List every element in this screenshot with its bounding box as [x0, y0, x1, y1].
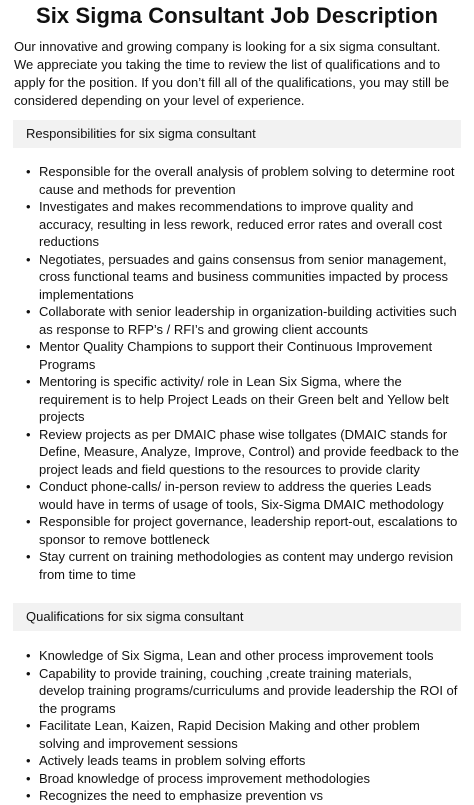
- list-item-text: Knowledge of Six Sigma, Lean and other process improvement tools: [39, 648, 434, 663]
- bullet-icon: •: [26, 426, 31, 442]
- bullet-icon: •: [26, 199, 31, 214]
- list-item-text: Responsible for project governance, leadership report-out, escalations to sponsor to remove bottleneck: [39, 514, 458, 547]
- bullet-icon: •: [26, 339, 31, 354]
- page-title: Six Sigma Consultant Job Description: [35, 3, 439, 28]
- list-item-text: Stay current on training methodologies as content may undergo revision from time to time: [39, 549, 454, 582]
- bullet-icon: •: [26, 374, 31, 389]
- list-item: [14, 373, 460, 426]
- list-item: [14, 665, 460, 718]
- bullet-icon: •: [26, 479, 31, 494]
- list-item-text: Mentor Quality Champions to support their Continuous Improvement Programs: [39, 339, 433, 372]
- qualifications-list: [14, 647, 460, 805]
- list-item: [14, 338, 460, 373]
- bullet-icon: •: [26, 648, 31, 663]
- list-item: [14, 163, 460, 198]
- bullet-icon: •: [26, 251, 31, 267]
- list-item-text: Responsible for the overall analysis of problem solving to determine root cause and methods for prevention: [39, 164, 455, 197]
- list-item: [14, 770, 460, 788]
- list-item-text: Broad knowledge of process improvement methodologies: [39, 770, 370, 786]
- bullet-icon: •: [26, 514, 31, 529]
- bullet-icon: •: [26, 304, 31, 319]
- list-item: [14, 548, 460, 583]
- list-item-text: Actively leads teams in problem solving efforts: [39, 753, 306, 768]
- list-item-text: Collaborate with senior leadership in organization-building activities such as response to RFP’s / RFI’s and growing client accounts: [39, 304, 457, 337]
- bullet-icon: •: [26, 753, 31, 768]
- list-item: [14, 752, 460, 770]
- section-spacer: [14, 583, 460, 593]
- list-item: [14, 647, 460, 665]
- bullet-icon: •: [26, 788, 31, 803]
- bullet-icon: •: [26, 770, 31, 786]
- intro-paragraph: Our innovative and growing company is looking for a six sigma consultant. We appreciate you taking the time to review the list of qualifications and to apply for the position. If you don’t fill all of the qualifications, you may still be considered depending on your level of experience.: [14, 39, 450, 108]
- bullet-icon: •: [26, 549, 31, 564]
- list-item: [14, 251, 460, 304]
- responsibilities-heading: Responsibilities for six sigma consultant: [13, 120, 461, 148]
- list-item-text: Capability to provide training, couching ,create training materials, develop training programs/curriculums and provide leadership the ROI of the programs: [39, 665, 458, 716]
- list-item: [14, 303, 460, 338]
- list-item-text: Facilitate Lean, Kaizen, Rapid Decision Making and other problem solving and improvement sessions: [39, 718, 420, 751]
- list-item: [14, 513, 460, 548]
- list-item-text: Recognizes the need to emphasize prevention vs: [39, 788, 324, 803]
- bullet-icon: •: [26, 665, 31, 681]
- list-item: [14, 426, 460, 479]
- bullet-icon: •: [26, 164, 31, 179]
- list-item-text: Conduct phone-calls/ in-person review to address the queries Leads would have in terms of usage of tools, Six-Sigma DMAIC methodology: [39, 479, 444, 512]
- list-item-text: Negotiates, persuades and gains consensus from senior management, cross functional teams and business communities impacted by process implementations: [39, 251, 448, 302]
- list-item-text: Review projects as per DMAIC phase wise tollgates (DMAIC stands for Define, Measure, Analyze, Improve, Control) and provide feedback to the project leads and field questions to the resources to provide clarity: [39, 426, 459, 477]
- list-item: [14, 717, 460, 752]
- list-item: [14, 478, 460, 513]
- list-item-text: Investigates and makes recommendations to improve quality and accuracy, resulting in less rework, reduced error rates and overall cost reductions: [39, 199, 442, 249]
- list-item: [14, 787, 460, 805]
- list-item: [14, 198, 460, 251]
- list-item-text: Mentoring is specific activity/ role in Lean Six Sigma, where the requirement is to help Project Leads on their Green belt and Yellow belt projects: [39, 374, 449, 424]
- qualifications-heading: Qualifications for six sigma consultant: [13, 603, 461, 631]
- bullet-icon: •: [26, 718, 31, 733]
- responsibilities-list: [14, 163, 460, 583]
